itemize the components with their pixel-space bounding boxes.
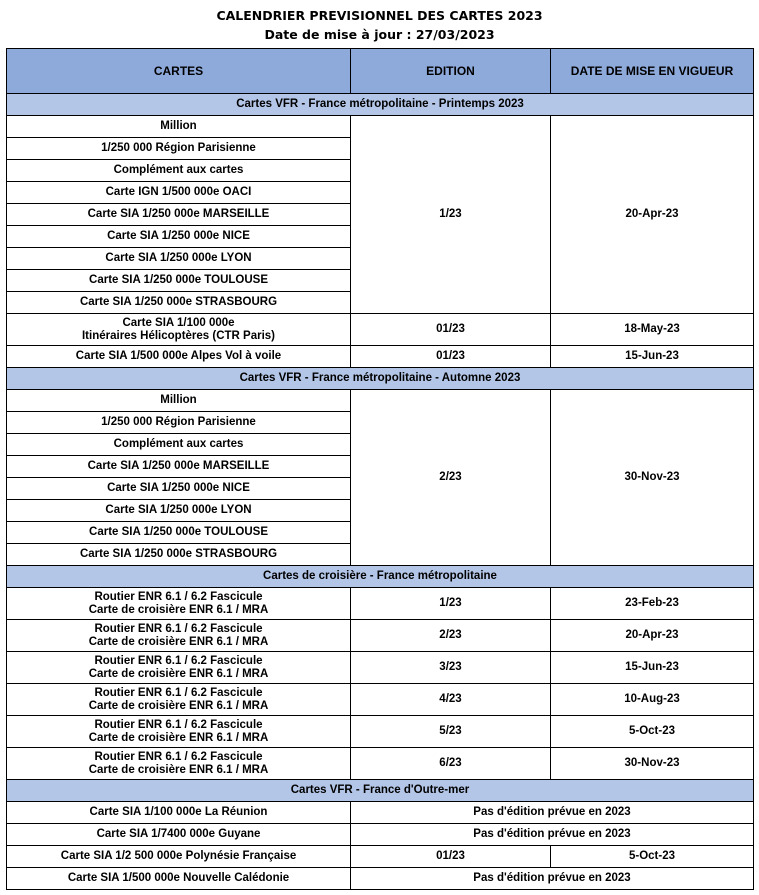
table-row xyxy=(7,390,754,412)
carte-line: Carte SIA 1/100 000e xyxy=(122,316,235,329)
carte-cell xyxy=(7,314,351,346)
edition-cell: 5/23 xyxy=(351,716,551,748)
carte-cell xyxy=(7,716,351,748)
date-cell: 10-Aug-23 xyxy=(551,684,754,716)
section-title: Cartes VFR - France métropolitaine - Printemps 2023 xyxy=(7,94,754,116)
calendar-table xyxy=(6,48,754,890)
table-row xyxy=(7,748,754,780)
date-cell: 18-May-23 xyxy=(551,314,754,346)
carte-cell: Carte IGN 1/500 000e OACI xyxy=(7,182,351,204)
section-title: Cartes de croisière - France métropolitaine xyxy=(7,566,754,588)
carte-line: Carte de croisière ENR 6.1 / MRA xyxy=(88,667,269,680)
carte-line: Carte de croisière ENR 6.1 / MRA xyxy=(88,731,269,744)
table-row xyxy=(7,314,754,346)
section-title: Cartes VFR - France métropolitaine - Automne 2023 xyxy=(7,368,754,390)
carte-cell xyxy=(7,620,351,652)
carte-cell: Carte SIA 1/2 500 000e Polynésie Française xyxy=(7,846,351,868)
carte-cell: Carte SIA 1/250 000e MARSEILLE xyxy=(7,204,351,226)
edition-cell: 01/23 xyxy=(351,346,551,368)
table-row xyxy=(7,846,754,868)
table-row xyxy=(7,802,754,824)
update-date: Date de mise à jour : 27/03/2023 xyxy=(264,27,495,42)
carte-cell: Carte SIA 1/250 000e TOULOUSE xyxy=(7,270,351,292)
header-edition: EDITION xyxy=(351,49,551,94)
carte-line: Routier ENR 6.1 / 6.2 Fascicule xyxy=(94,718,263,731)
table-row xyxy=(7,116,754,138)
carte-cell xyxy=(7,748,351,780)
carte-cell: Million xyxy=(7,390,351,412)
carte-cell: Carte SIA 1/500 000e Nouvelle Calédonie xyxy=(7,868,351,890)
carte-cell: Carte SIA 1/250 000e LYON xyxy=(7,248,351,270)
date-cell: 5-Oct-23 xyxy=(551,716,754,748)
carte-cell: Million xyxy=(7,116,351,138)
section-title: Cartes VFR - France d'Outre-mer xyxy=(7,780,754,802)
edition-cell: 01/23 xyxy=(351,314,551,346)
section-header-row xyxy=(7,368,754,390)
carte-cell: Carte SIA 1/500 000e Alpes Vol à voile xyxy=(7,346,351,368)
carte-line: Carte de croisière ENR 6.1 / MRA xyxy=(88,635,269,648)
carte-line: Itinéraires Hélicoptères (CTR Paris) xyxy=(81,329,275,342)
date-cell: 30-Nov-23 xyxy=(551,748,754,780)
carte-line: Routier ENR 6.1 / 6.2 Fascicule xyxy=(94,750,263,763)
page-title: CALENDRIER PREVISIONNEL DES CARTES 2023 xyxy=(216,8,543,23)
carte-cell xyxy=(7,588,351,620)
table-row xyxy=(7,716,754,748)
carte-cell xyxy=(7,684,351,716)
table-row xyxy=(7,684,754,716)
section-header-row xyxy=(7,566,754,588)
edition-cell: 4/23 xyxy=(351,684,551,716)
header-date: DATE DE MISE EN VIGUEUR xyxy=(551,49,754,94)
date-cell: 23-Feb-23 xyxy=(551,588,754,620)
edition-cell: 3/23 xyxy=(351,652,551,684)
header-row xyxy=(7,49,754,94)
carte-cell: Carte SIA 1/250 000e NICE xyxy=(7,226,351,248)
carte-cell: Complément aux cartes xyxy=(7,160,351,182)
carte-line: Carte de croisière ENR 6.1 / MRA xyxy=(88,699,269,712)
date-cell: 5-Oct-23 xyxy=(551,846,754,868)
edition-cell: 2/23 xyxy=(351,390,551,566)
carte-cell: Carte SIA 1/250 000e MARSEILLE xyxy=(7,456,351,478)
carte-line: Routier ENR 6.1 / 6.2 Fascicule xyxy=(94,590,263,603)
carte-cell: Carte SIA 1/100 000e La Réunion xyxy=(7,802,351,824)
edition-cell: 2/23 xyxy=(351,620,551,652)
table-row xyxy=(7,868,754,890)
date-cell: 15-Jun-23 xyxy=(551,652,754,684)
edition-cell: 1/23 xyxy=(351,588,551,620)
carte-cell: 1/250 000 Région Parisienne xyxy=(7,412,351,434)
carte-cell: 1/250 000 Région Parisienne xyxy=(7,138,351,160)
no-edition-cell: Pas d'édition prévue en 2023 xyxy=(351,824,754,846)
table-row xyxy=(7,620,754,652)
carte-cell: Carte SIA 1/250 000e TOULOUSE xyxy=(7,522,351,544)
edition-cell: 1/23 xyxy=(351,116,551,314)
table-row xyxy=(7,346,754,368)
edition-cell: 01/23 xyxy=(351,846,551,868)
carte-line: Carte de croisière ENR 6.1 / MRA xyxy=(88,603,269,616)
date-cell: 20-Apr-23 xyxy=(551,116,754,314)
carte-cell: Complément aux cartes xyxy=(7,434,351,456)
carte-line: Routier ENR 6.1 / 6.2 Fascicule xyxy=(94,686,263,699)
carte-cell xyxy=(7,652,351,684)
section-header-row xyxy=(7,780,754,802)
no-edition-cell: Pas d'édition prévue en 2023 xyxy=(351,802,754,824)
table-row xyxy=(7,824,754,846)
section-header-row xyxy=(7,94,754,116)
table-body xyxy=(7,94,754,890)
carte-cell: Carte SIA 1/250 000e LYON xyxy=(7,500,351,522)
carte-line: Routier ENR 6.1 / 6.2 Fascicule xyxy=(94,654,263,667)
date-cell: 30-Nov-23 xyxy=(551,390,754,566)
date-cell: 15-Jun-23 xyxy=(551,346,754,368)
carte-cell: Carte SIA 1/250 000e NICE xyxy=(7,478,351,500)
carte-cell: Carte SIA 1/7400 000e Guyane xyxy=(7,824,351,846)
no-edition-cell: Pas d'édition prévue en 2023 xyxy=(351,868,754,890)
carte-cell: Carte SIA 1/250 000e STRASBOURG xyxy=(7,544,351,566)
carte-line: Carte de croisière ENR 6.1 / MRA xyxy=(88,763,269,776)
date-cell: 20-Apr-23 xyxy=(551,620,754,652)
carte-line: Routier ENR 6.1 / 6.2 Fascicule xyxy=(94,622,263,635)
edition-cell: 6/23 xyxy=(351,748,551,780)
table-row xyxy=(7,652,754,684)
carte-cell: Carte SIA 1/250 000e STRASBOURG xyxy=(7,292,351,314)
header-cartes: CARTES xyxy=(7,49,351,94)
table-row xyxy=(7,588,754,620)
